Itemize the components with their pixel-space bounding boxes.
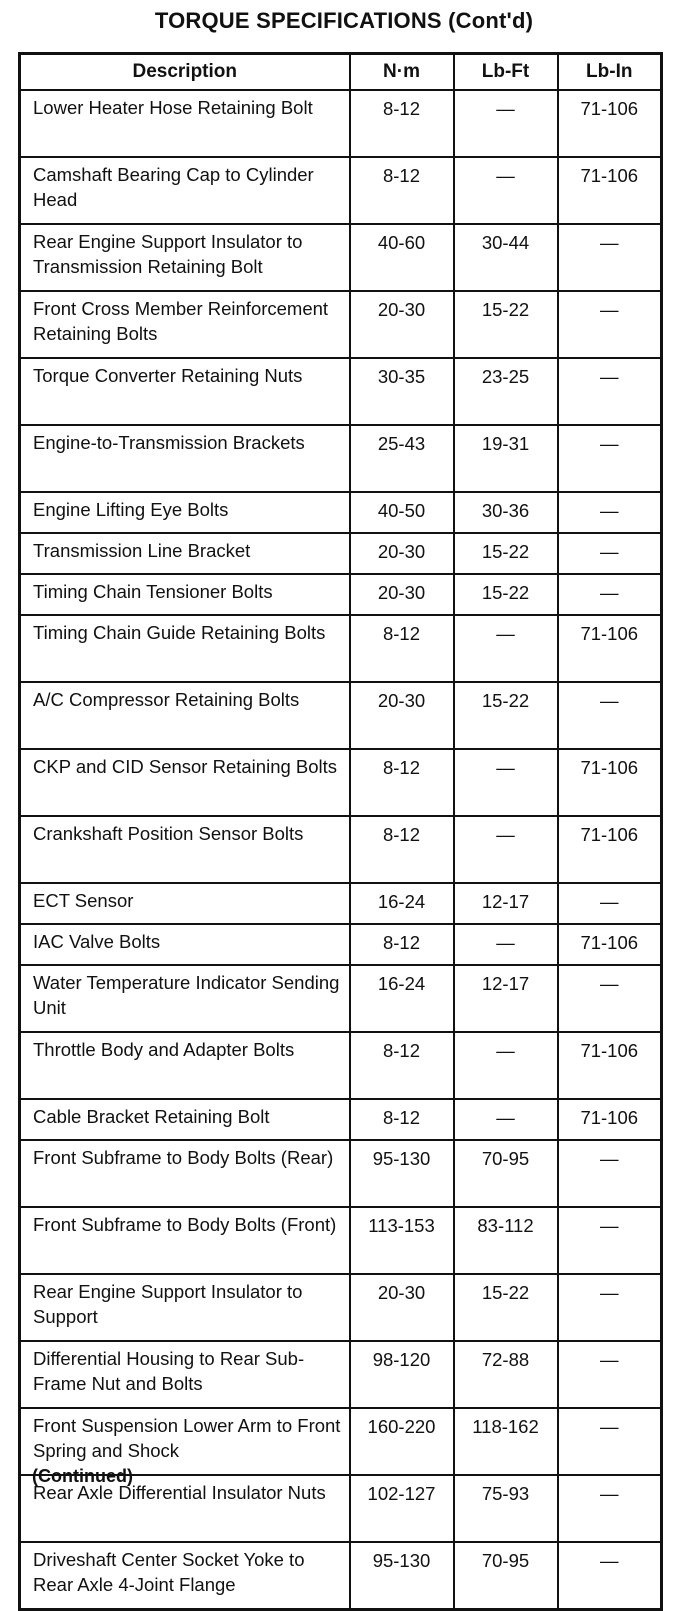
lbft-cell: 15-22 bbox=[454, 574, 558, 615]
nm-cell: 25-43 bbox=[350, 425, 454, 492]
description-cell: Timing Chain Guide Retaining Bolts bbox=[20, 615, 350, 682]
lbin-cell: — bbox=[558, 425, 662, 492]
nm-cell: 40-60 bbox=[350, 224, 454, 291]
lbin-cell: — bbox=[558, 965, 662, 1032]
lbft-cell: — bbox=[454, 90, 558, 157]
lbin-cell: — bbox=[558, 1408, 662, 1475]
lbin-cell: — bbox=[558, 883, 662, 924]
lbin-cell: — bbox=[558, 1475, 662, 1542]
description-cell: A/C Compressor Retaining Bolts bbox=[20, 682, 350, 749]
description-cell: Front Cross Member Reinforcement Retaining Bolts bbox=[20, 291, 350, 358]
table-row bbox=[20, 816, 662, 883]
lbin-cell: — bbox=[558, 533, 662, 574]
description-cell: CKP and CID Sensor Retaining Bolts bbox=[20, 749, 350, 816]
lbin-cell: — bbox=[558, 492, 662, 533]
lbft-cell: — bbox=[454, 749, 558, 816]
lbft-cell: 23-25 bbox=[454, 358, 558, 425]
table-row bbox=[20, 1032, 662, 1099]
nm-cell: 20-30 bbox=[350, 682, 454, 749]
description-cell: Rear Engine Support Insulator to Transmission Retaining Bolt bbox=[20, 224, 350, 291]
table-row bbox=[20, 157, 662, 224]
description-cell: Rear Axle Differential Insulator Nuts bbox=[20, 1475, 350, 1542]
lbft-cell: 118-162 bbox=[454, 1408, 558, 1475]
lbin-cell: — bbox=[558, 682, 662, 749]
description-cell: Driveshaft Center Socket Yoke to Rear Axle 4-Joint Flange bbox=[20, 1542, 350, 1610]
lbft-cell: — bbox=[454, 615, 558, 682]
lbft-cell: — bbox=[454, 157, 558, 224]
lbft-cell: 70-95 bbox=[454, 1140, 558, 1207]
nm-cell: 102-127 bbox=[350, 1475, 454, 1542]
nm-cell: 8-12 bbox=[350, 157, 454, 224]
nm-cell: 8-12 bbox=[350, 90, 454, 157]
nm-cell: 20-30 bbox=[350, 291, 454, 358]
lbft-cell: 15-22 bbox=[454, 1274, 558, 1341]
description-cell: Lower Heater Hose Retaining Bolt bbox=[20, 90, 350, 157]
nm-cell: 98-120 bbox=[350, 1341, 454, 1408]
continued-note: (Continued) bbox=[32, 1466, 133, 1486]
column-header-description: Description bbox=[20, 54, 350, 91]
lbft-cell: 12-17 bbox=[454, 883, 558, 924]
table-row bbox=[20, 1408, 662, 1475]
description-cell: Differential Housing to Rear Sub-Frame Nut and Bolts bbox=[20, 1341, 350, 1408]
lbin-cell: — bbox=[558, 1341, 662, 1408]
lbft-cell: 70-95 bbox=[454, 1542, 558, 1610]
nm-cell: 113-153 bbox=[350, 1207, 454, 1274]
column-header-lbft: Lb-Ft bbox=[454, 54, 558, 91]
nm-cell: 20-30 bbox=[350, 1274, 454, 1341]
lbft-cell: 15-22 bbox=[454, 682, 558, 749]
description-cell: Transmission Line Bracket bbox=[20, 533, 350, 574]
nm-cell: 8-12 bbox=[350, 816, 454, 883]
description-cell: Crankshaft Position Sensor Bolts bbox=[20, 816, 350, 883]
table-row bbox=[20, 358, 662, 425]
table-row bbox=[20, 574, 662, 615]
nm-cell: 8-12 bbox=[350, 924, 454, 965]
description-cell: Camshaft Bearing Cap to Cylinder Head bbox=[20, 157, 350, 224]
table-row bbox=[20, 291, 662, 358]
description-cell: ECT Sensor bbox=[20, 883, 350, 924]
lbin-cell: 71-106 bbox=[558, 1032, 662, 1099]
table-row bbox=[20, 425, 662, 492]
table-row bbox=[20, 924, 662, 965]
lbin-cell: 71-106 bbox=[558, 924, 662, 965]
table-row bbox=[20, 1542, 662, 1610]
table-row bbox=[20, 883, 662, 924]
lbft-cell: — bbox=[454, 924, 558, 965]
lbin-cell: — bbox=[558, 1140, 662, 1207]
torque-spec-table bbox=[18, 52, 663, 1611]
nm-cell: 8-12 bbox=[350, 1099, 454, 1140]
description-cell: Throttle Body and Adapter Bolts bbox=[20, 1032, 350, 1099]
table-row bbox=[20, 682, 662, 749]
table-row bbox=[20, 492, 662, 533]
lbin-cell: — bbox=[558, 1274, 662, 1341]
lbin-cell: 71-106 bbox=[558, 157, 662, 224]
nm-cell: 30-35 bbox=[350, 358, 454, 425]
page-title: TORQUE SPECIFICATIONS (Cont'd) bbox=[154, 8, 534, 33]
nm-cell: 20-30 bbox=[350, 574, 454, 615]
table-row bbox=[20, 224, 662, 291]
nm-cell: 95-130 bbox=[350, 1140, 454, 1207]
nm-cell: 40-50 bbox=[350, 492, 454, 533]
lbft-cell: 75-93 bbox=[454, 1475, 558, 1542]
lbin-cell: — bbox=[558, 291, 662, 358]
description-cell: Front Subframe to Body Bolts (Rear) bbox=[20, 1140, 350, 1207]
description-cell: Torque Converter Retaining Nuts bbox=[20, 358, 350, 425]
description-cell: Front Suspension Lower Arm to Front Spring and Shock bbox=[20, 1408, 350, 1475]
lbft-cell: 83-112 bbox=[454, 1207, 558, 1274]
description-cell: Front Subframe to Body Bolts (Front) bbox=[20, 1207, 350, 1274]
lbin-cell: — bbox=[558, 224, 662, 291]
column-header-nm: N·m bbox=[350, 54, 454, 91]
table-row bbox=[20, 1099, 662, 1140]
lbin-cell: 71-106 bbox=[558, 90, 662, 157]
column-header-lbin: Lb-In bbox=[558, 54, 662, 91]
lbft-cell: 19-31 bbox=[454, 425, 558, 492]
lbin-cell: 71-106 bbox=[558, 749, 662, 816]
description-cell: Engine-to-Transmission Brackets bbox=[20, 425, 350, 492]
lbft-cell: 15-22 bbox=[454, 291, 558, 358]
table-row bbox=[20, 533, 662, 574]
lbft-cell: 12-17 bbox=[454, 965, 558, 1032]
description-cell: Cable Bracket Retaining Bolt bbox=[20, 1099, 350, 1140]
lbft-cell: 30-36 bbox=[454, 492, 558, 533]
nm-cell: 8-12 bbox=[350, 1032, 454, 1099]
nm-cell: 16-24 bbox=[350, 883, 454, 924]
table-row bbox=[20, 749, 662, 816]
description-cell: IAC Valve Bolts bbox=[20, 924, 350, 965]
lbin-cell: — bbox=[558, 358, 662, 425]
lbin-cell: 71-106 bbox=[558, 816, 662, 883]
table-row bbox=[20, 1274, 662, 1341]
table-row bbox=[20, 90, 662, 157]
table-row bbox=[20, 1341, 662, 1408]
description-cell: Timing Chain Tensioner Bolts bbox=[20, 574, 350, 615]
nm-cell: 16-24 bbox=[350, 965, 454, 1032]
lbin-cell: 71-106 bbox=[558, 1099, 662, 1140]
nm-cell: 8-12 bbox=[350, 749, 454, 816]
table-row bbox=[20, 615, 662, 682]
table-body bbox=[20, 90, 662, 1610]
lbft-cell: — bbox=[454, 816, 558, 883]
table-row bbox=[20, 1207, 662, 1274]
lbft-cell: — bbox=[454, 1032, 558, 1099]
table-row bbox=[20, 965, 662, 1032]
description-cell: Water Temperature Indicator Sending Unit bbox=[20, 965, 350, 1032]
nm-cell: 20-30 bbox=[350, 533, 454, 574]
nm-cell: 95-130 bbox=[350, 1542, 454, 1610]
description-cell: Engine Lifting Eye Bolts bbox=[20, 492, 350, 533]
lbft-cell: — bbox=[454, 1099, 558, 1140]
nm-cell: 8-12 bbox=[350, 615, 454, 682]
lbin-cell: — bbox=[558, 1207, 662, 1274]
lbft-cell: 15-22 bbox=[454, 533, 558, 574]
table-row bbox=[20, 1140, 662, 1207]
table-header-row bbox=[20, 54, 662, 91]
lbft-cell: 72-88 bbox=[454, 1341, 558, 1408]
nm-cell: 160-220 bbox=[350, 1408, 454, 1475]
lbft-cell: 30-44 bbox=[454, 224, 558, 291]
lbin-cell: — bbox=[558, 574, 662, 615]
description-cell: Rear Engine Support Insulator to Support bbox=[20, 1274, 350, 1341]
lbin-cell: — bbox=[558, 1542, 662, 1610]
lbin-cell: 71-106 bbox=[558, 615, 662, 682]
